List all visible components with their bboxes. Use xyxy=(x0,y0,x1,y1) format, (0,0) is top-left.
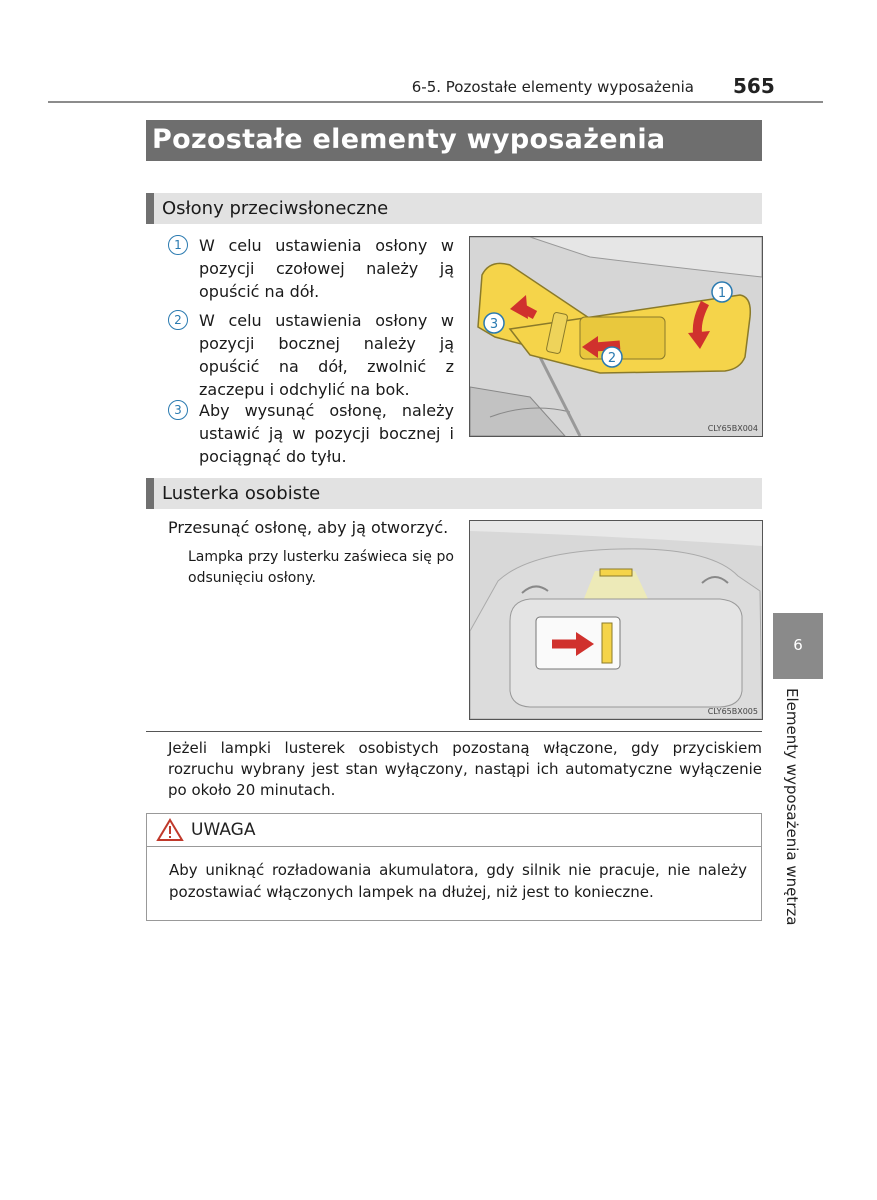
figure-code: CLY65BX005 xyxy=(707,707,758,716)
section-heading-sun-visors: Osłony przeciwsłoneczne xyxy=(162,198,389,219)
section-heading-vanity-mirrors: Lusterka osobiste xyxy=(162,483,321,504)
page-title: Pozostałe elementy wyposażenia xyxy=(152,124,666,155)
header-divider xyxy=(48,101,823,103)
mirror-instruction: Przesunąć osłonę, aby ją otworzyć. xyxy=(168,518,449,537)
step-number: 1 xyxy=(168,235,188,255)
figure-code: CLY65BX004 xyxy=(707,424,758,433)
step-text: W celu ustawienia osłony w pozycji bocznej należy ją opuścić na dół, zwolnić z zaczepu i odchylić na bok. xyxy=(199,311,454,399)
page-number: 565 xyxy=(733,74,775,98)
sun-visor-drawing xyxy=(470,237,762,436)
callout-3-label: 3 xyxy=(489,317,499,332)
warning-title: UWAGA xyxy=(191,820,256,840)
step-text: Aby wysunąć osłonę, należy ustawić ją w pozycji bocznej i pociągnąć do tyłu. xyxy=(199,401,454,466)
mirror-note: Lampka przy lusterku zaświeca się po odsunięciu osłony. xyxy=(188,549,454,586)
chapter-label: Elementy wyposażenia wnętrza xyxy=(783,688,801,926)
page-title-bar xyxy=(146,120,762,161)
callout-1-label: 1 xyxy=(717,286,727,301)
callout-2-label: 2 xyxy=(607,351,617,366)
chapter-number: 6 xyxy=(793,636,803,654)
mirror-lamp-strip xyxy=(602,623,612,663)
step-number: 2 xyxy=(168,310,188,330)
info-paragraph: Jeżeli lampki lusterek osobistych pozostaną włączone, gdy przyciskiem rozruchu wybrany jest stan wyłączony, nastąpi ich automatyczne wyłączenie po około 20 minutach. xyxy=(168,739,762,799)
warning-box xyxy=(146,813,762,921)
warning-triangle-icon xyxy=(156,818,184,842)
step-item xyxy=(168,234,454,303)
step-text: W celu ustawienia osłony w pozycji czołowej należy ją opuścić na dół. xyxy=(199,236,454,301)
step-item xyxy=(168,399,454,468)
section-heading-bar xyxy=(146,478,762,509)
vanity-mirror-illustration xyxy=(469,520,763,720)
sun-visor-illustration xyxy=(469,236,763,437)
warning-header xyxy=(147,814,761,847)
section-divider xyxy=(146,731,762,732)
arrow-side xyxy=(595,345,620,347)
section-heading-bar xyxy=(146,193,762,224)
vanity-mirror-drawing xyxy=(470,521,762,719)
vanity-lamp xyxy=(600,569,632,576)
step-item xyxy=(168,309,454,401)
chapter-label-container xyxy=(783,688,807,928)
header-section-title: 6-5. Pozostałe elementy wyposażenia xyxy=(411,78,694,96)
chapter-tab xyxy=(773,613,823,679)
warning-text: Aby uniknąć rozładowania akumulatora, gdy silnik nie pracuje, nie należy pozostawiać włączonych lampek na dłużej, niż jest to konieczne. xyxy=(169,861,747,901)
step-number: 3 xyxy=(168,400,188,420)
